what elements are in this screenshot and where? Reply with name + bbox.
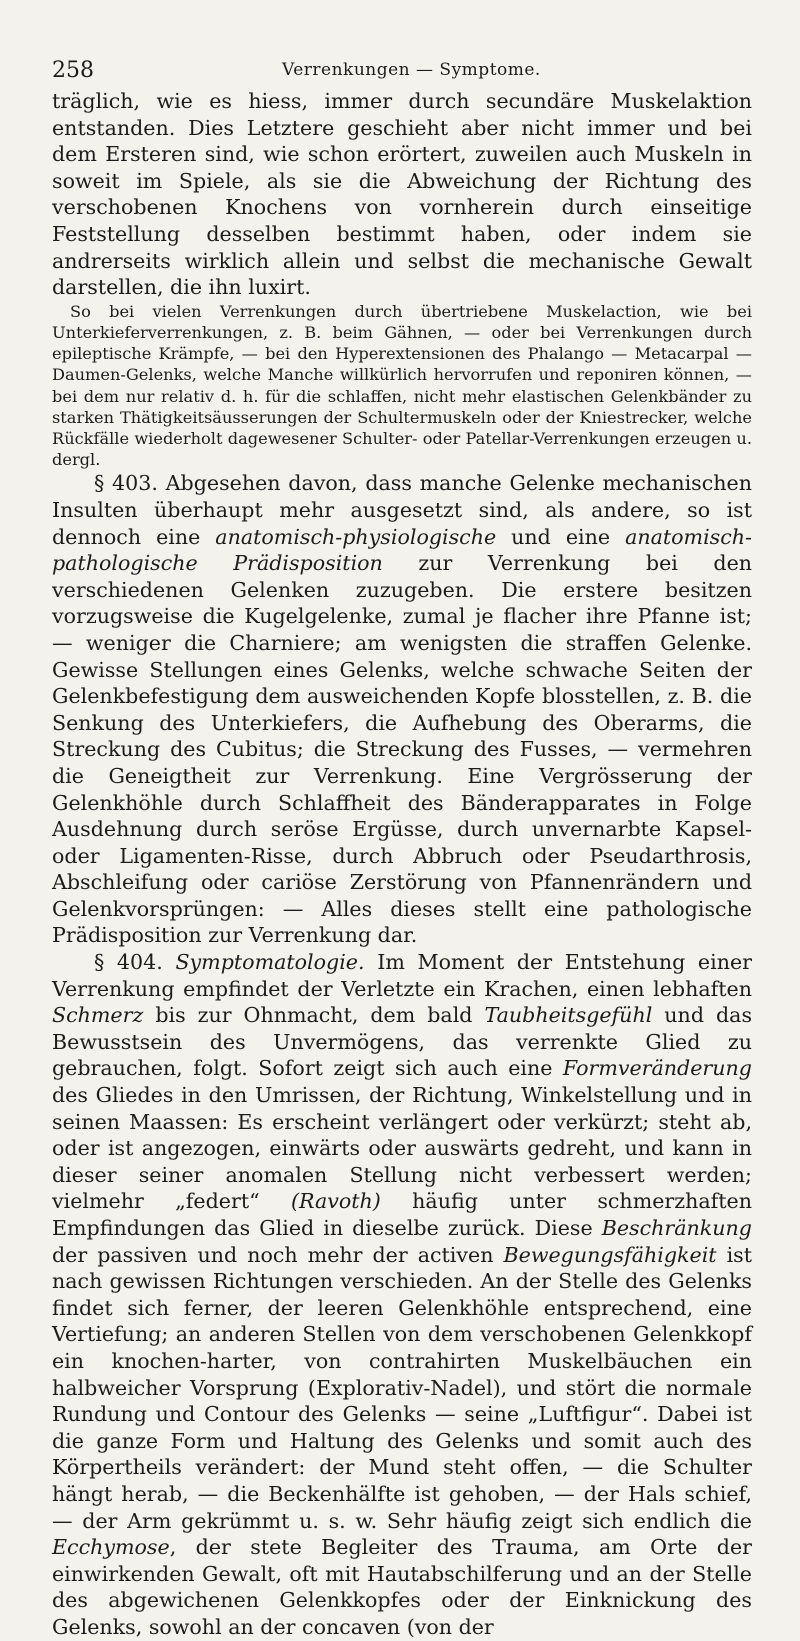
page-body <box>52 88 752 1641</box>
text-run: zur Verrenkung bei den verschiedenen Gelenken zuzugeben. Die erstere besitzen vorzugsweise die Kugelgelenke, zumal je flacher ihre Pfanne ist; — weniger die Charniere; am wenigsten die straffen Gelenke. Gewisse Stellungen eines Gelenks, welche schwache Seiten der Gelenkbefestigung dem ausweichenden Kopfe blosstellen, z. B. die Senkung des Unterkiefers, die Aufhebung des Oberarms, die Streckung des Cubitus; die Streckung des Fusses, — vermehren die Geneigtheit zur Verrenkung. Eine Vergrösserung der Gelenkhöhle durch Schlaffheit des Bänderapparates in Folge Ausdehnung durch seröse Ergüsse, durch unvernarbte Kapsel- oder Ligamenten-Risse, durch Abbruch oder Pseudarthrosis, Abschleifung oder cariöse Zerstörung von Pfannenrändern und Gelenkvorsprüngen: — Alles dieses stellt eine pathologische Prädisposition zur Verrenkung dar. <box>52 551 753 948</box>
running-head: Verrenkungen — Symptome. <box>282 60 541 80</box>
emphasis: Beschränkung <box>601 1216 752 1240</box>
text-run: des Gliedes in den Umrissen, der Richtung, Winkelstellung und in seinen Maassen: Es erscheint verlängert oder verkürzt; steht ab, oder ist angezogen, einwärts oder auswärts gedreht, und kann in dieser seiner anomalen Stellung nicht verbessert werden; vielmehr „federt“ <box>52 1083 752 1214</box>
section-number: § 404. <box>94 950 163 975</box>
emphasis: Taubheitsgefühl <box>484 1003 653 1028</box>
emphasis: Ecchymose <box>52 1535 170 1560</box>
text-run: der passiven und noch mehr der activen <box>52 1242 494 1267</box>
page-number: 258 <box>52 58 94 83</box>
emphasis: (Ravoth) <box>290 1189 381 1214</box>
section-number: § 403. <box>94 471 158 496</box>
emphasis: anatomisch-pathologische Prädisposition <box>52 524 752 576</box>
emphasis: anatomisch-physiologische <box>215 524 497 549</box>
text-run: häufig unter schmerzhaften Empfindungen das Glied in dieselbe zurück. Diese <box>52 1189 752 1240</box>
text-run: und eine <box>511 524 611 549</box>
text-run: Im Moment der Entstehung einer Verrenkung empfindet der Verletzte ein Krachen, einen lebhaften <box>52 950 752 1001</box>
section-title: Symptomatologie. <box>175 950 365 975</box>
text-run: ist nach gewissen Richtungen verschieden. An der Stelle des Gelenks findet sich ferner, der leeren Gelenkhöhle entsprechend, eine Vertiefung; an anderen Stellen von dem verschobenen Gelenkkopf ein knochen-harter, von contrahirten Muskelbäuchen ein halbweicher Vorsprung (Explorativ-Nadel), und stört die normale Rundung und Contour des Gelenks — seine „Luftfigur“. Dabei ist die ganze Form und Haltung des Gelenks und somit auch des Körpertheils verändert: der Mund steht offen, — die Schulter hängt herab, — die Beckenhälfte ist gehoben, — der Hals schief, — der Arm gekrümmt u. s. w. Sehr häufig zeigt sich endlich die <box>52 1242 753 1533</box>
paragraph-continuation: träglich, wie es hiess, immer durch secundäre Muskelaktion entstanden. Dies Letztere geschieht aber nicht immer und bei dem Ersteren sind, wie schon erörtert, zuweilen auch Muskeln in soweit im Spiele, als sie die Abweichung der Richtung des verschobenen Knochens von vornherein durch einseitige Feststellung desselben bestimmt haben, oder indem sie andrerseits wirklich allein und selbst die mechanische Gewalt darstellen, die ihn luxirt. <box>52 89 752 300</box>
text-run: Abgesehen davon, dass manche Gelenke mechanischen Insulten überhaupt mehr ausgesetzt sind, als andere, so ist dennoch eine <box>52 471 752 549</box>
small-print-note: So bei vielen Verrenkungen durch übertriebene Muskelaction, wie bei Unterkieferverrenkungen, z. B. beim Gähnen, — oder bei Verrenkungen durch epileptische Krämpfe, — bei den Hyperextensionen des Phalango — Metacarpal — Daumen-Gelenks, welche Manche willkürlich hervorrufen und reponiren können, — bei dem nur relativ d. h. für die schlaffen, nicht mehr elastischen Gelenkbänder zu starken Thätigkeitsäusserungen der Schultermuskeln oder der Kniestrecker, welche Rückfälle wiederholt dagewesener Schulter- oder Patellar-Verrenkungen erzeugen u. dergl. <box>52 301 752 470</box>
text-run: bis zur Ohnmacht, dem bald <box>155 1003 473 1028</box>
section-403 <box>52 470 752 949</box>
text-run: und das Bewusstsein des Unvermögens, das verrenkte Glied zu gebrauchen, folgt. Sofort zeigt sich auch eine <box>52 1003 753 1081</box>
emphasis: Bewegungsfähigkeit <box>503 1242 717 1267</box>
page-header <box>52 48 752 88</box>
emphasis: Formveränderung <box>562 1056 752 1081</box>
text-run: , der stete Begleiter des Trauma, am Orte der einwirkenden Gewalt, oft mit Hautabschilferung und an der Stelle des abgewichenen Gelenkkopfes oder der Einknickung des Gelenks, sowohl an der concaven (von der <box>52 1535 752 1639</box>
section-404 <box>52 949 752 1640</box>
emphasis: Schmerz <box>52 1003 144 1028</box>
